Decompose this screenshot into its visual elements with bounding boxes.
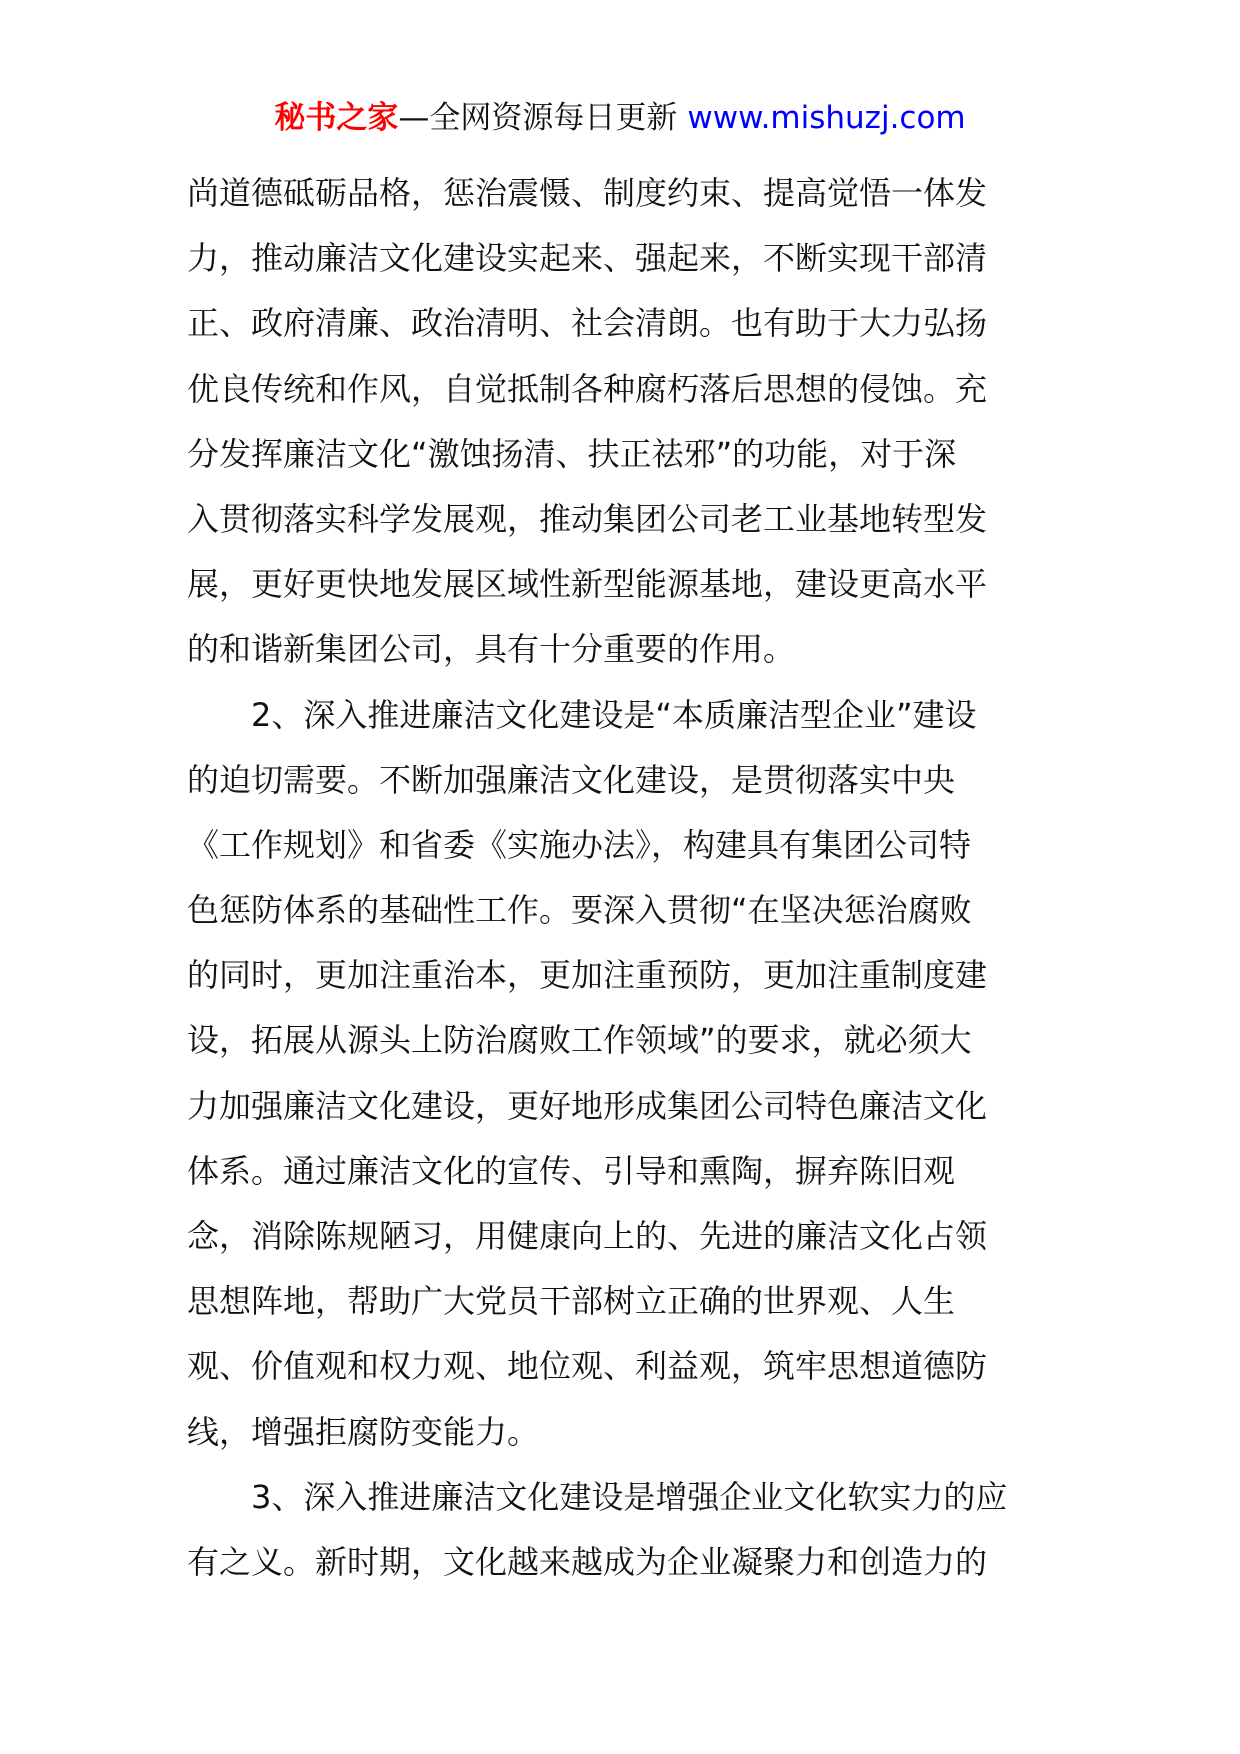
text-line: 力加强廉洁文化建设，更好地形成集团公司特色廉洁文化 bbox=[187, 1086, 988, 1125]
text-line: 观、价值观和权力观、地位观、利益观，筑牢思想道德防 bbox=[187, 1347, 988, 1386]
text-line: 思想阵地，帮助广大党员干部树立正确的世界观、人生 bbox=[187, 1282, 956, 1321]
text-line: 有之义。新时期，文化越来越成为企业凝聚力和创造力的 bbox=[187, 1542, 988, 1581]
text-line: 力，推动廉洁文化建设实起来、强起来，不断实现干部清 bbox=[187, 239, 988, 278]
text-line: 的同时，更加注重治本，更加注重预防，更加注重制度建 bbox=[187, 956, 988, 995]
text-line: 分发挥廉洁文化“激蚀扬清、扶正祛邪”的功能，对于深 bbox=[187, 434, 957, 473]
text-line: 色惩防体系的基础性工作。要深入贯彻“在坚决惩治腐败 bbox=[187, 891, 972, 930]
text-line: 念，消除陈规陋习，用健康向上的、先进的廉洁文化占领 bbox=[187, 1217, 988, 1255]
text-line: 线，增强拒腐防变能力。 bbox=[187, 1412, 540, 1451]
text-line: 入贯彻落实科学发展观，推动集团公司老工业基地转型发 bbox=[187, 499, 988, 538]
site-url-link[interactable]: www.mishuzj.com bbox=[687, 100, 966, 136]
paragraph-first-line: 2、深入推进廉洁文化建设是“本质廉洁型企业”建设 bbox=[251, 695, 977, 734]
text-line: 的迫切需要。不断加强廉洁文化建设，是贯彻落实中央 bbox=[187, 760, 956, 799]
text-line: 设，拓展从源头上防治腐败工作领域”的要求，就必须大 bbox=[187, 1021, 972, 1060]
document-body bbox=[187, 161, 1062, 1595]
text-line: 《工作规划》和省委《实施办法》，构建具有集团公司特 bbox=[187, 825, 972, 864]
text-line: 优良传统和作风，自觉抵制各种腐朽落后思想的侵蚀。充 bbox=[187, 369, 988, 408]
page-header bbox=[0, 98, 1240, 138]
text-line: 体系。通过廉洁文化的宣传、引导和熏陶，摒弃陈旧观 bbox=[187, 1151, 956, 1190]
text-line: 的和谐新集团公司，具有十分重要的作用。 bbox=[187, 630, 796, 669]
site-tagline: —全网资源每日更新 bbox=[398, 100, 678, 136]
paragraph-first-line: 3、深入推进廉洁文化建设是增强企业文化软实力的应 bbox=[251, 1477, 1008, 1516]
site-name: 秘书之家 bbox=[274, 100, 399, 136]
text-line: 尚道德砥砺品格，惩治震慑、制度约束、提高觉悟一体发 bbox=[187, 174, 988, 212]
text-line: 正、政府清廉、政治清明、社会清朗。也有助于大力弘扬 bbox=[187, 304, 988, 343]
text-line: 展，更好更快地发展区域性新型能源基地，建设更高水平 bbox=[187, 565, 988, 604]
